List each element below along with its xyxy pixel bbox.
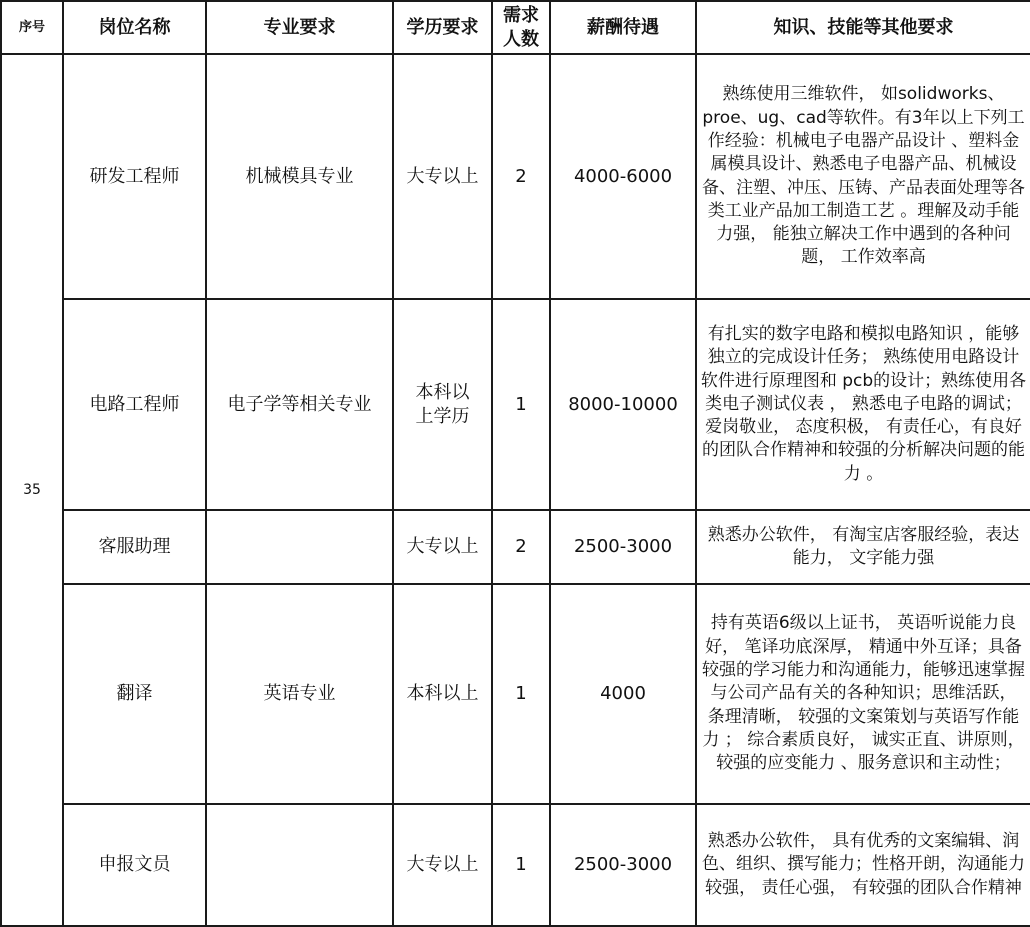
major-cell: 机械模具专业 bbox=[206, 54, 393, 299]
header-major: 专业要求 bbox=[206, 1, 393, 54]
salary-cell: 2500-3000 bbox=[550, 804, 696, 926]
table-row bbox=[1, 54, 1030, 299]
position-cell: 客服助理 bbox=[63, 510, 206, 584]
count-cell: 1 bbox=[492, 584, 550, 804]
header-education: 学历要求 bbox=[393, 1, 492, 54]
table-row bbox=[1, 584, 1030, 804]
position-cell: 研发工程师 bbox=[63, 54, 206, 299]
education-cell: 大专以上 bbox=[393, 510, 492, 584]
salary-cell: 8000-10000 bbox=[550, 299, 696, 510]
count-cell: 1 bbox=[492, 299, 550, 510]
position-cell: 电路工程师 bbox=[63, 299, 206, 510]
header-index: 序号 bbox=[1, 1, 63, 54]
requirements-cell: 熟悉办公软件， 有淘宝店客服经验，表达能力， 文字能力强 bbox=[696, 510, 1030, 584]
requirements-cell: 熟悉办公软件， 具有优秀的文案编辑、润色、组织、撰写能力；性格开朗，沟通能力较强， 责任心强， 有较强的团队合作精神 bbox=[696, 804, 1030, 926]
count-cell: 1 bbox=[492, 804, 550, 926]
education-cell: 大专以上 bbox=[393, 804, 492, 926]
education-cell: 本科以上 bbox=[393, 584, 492, 804]
position-cell: 翻译 bbox=[63, 584, 206, 804]
major-cell: 电子学等相关专业 bbox=[206, 299, 393, 510]
header-position: 岗位名称 bbox=[63, 1, 206, 54]
major-cell: 英语专业 bbox=[206, 584, 393, 804]
salary-cell: 2500-3000 bbox=[550, 510, 696, 584]
salary-cell: 4000-6000 bbox=[550, 54, 696, 299]
index-cell: 35 bbox=[1, 54, 63, 926]
education-cell: 本科以上学历 bbox=[393, 299, 492, 510]
table-row bbox=[1, 804, 1030, 926]
header-salary: 薪酬待遇 bbox=[550, 1, 696, 54]
major-cell bbox=[206, 804, 393, 926]
count-cell: 2 bbox=[492, 510, 550, 584]
header-count: 需求人数 bbox=[492, 1, 550, 54]
position-cell: 申报文员 bbox=[63, 804, 206, 926]
major-cell bbox=[206, 510, 393, 584]
header-other: 知识、技能等其他要求 bbox=[696, 1, 1030, 54]
requirements-cell: 有扎实的数字电路和模拟电路知识 ，能够独立的完成设计任务； 熟练使用电路设计软件进行原理图和 pcb的设计；熟练使用各类电子测试仪表 ， 熟悉电子电路的调试； 爱岗敬业， 态度积极， 有责任心，有良好的团队合作精神和较强的分析解决问题的能力 。 bbox=[696, 299, 1030, 510]
count-cell: 2 bbox=[492, 54, 550, 299]
header-row bbox=[1, 1, 1030, 54]
requirements-cell: 熟练使用三维软件， 如solidworks、proe、ug、cad等软件。有3年以上下列工作经验：机械电子电器产品设计 、塑料金属模具设计、熟悉电子电器产品、机械设备、注塑、冲压、压铸、产品表面处理等各类工业产品加工制造工艺 。理解及动手能力强， 能独立解决工作中遇到的各种问题， 工作效率高 bbox=[696, 54, 1030, 299]
table-row bbox=[1, 299, 1030, 510]
education-cell: 大专以上 bbox=[393, 54, 492, 299]
requirements-cell: 持有英语6级以上证书， 英语听说能力良好， 笔译功底深厚， 精通中外互译；具备较强的学习能力和沟通能力，能够迅速掌握与公司产品有关的各种知识；思维活跃， 条理清晰， 较强的文案策划与英语写作能力 ； 综合素质良好， 诚实正直、讲原则， 较强的应变能力 、服务意识和主动性； bbox=[696, 584, 1030, 804]
salary-cell: 4000 bbox=[550, 584, 696, 804]
table-row bbox=[1, 510, 1030, 584]
